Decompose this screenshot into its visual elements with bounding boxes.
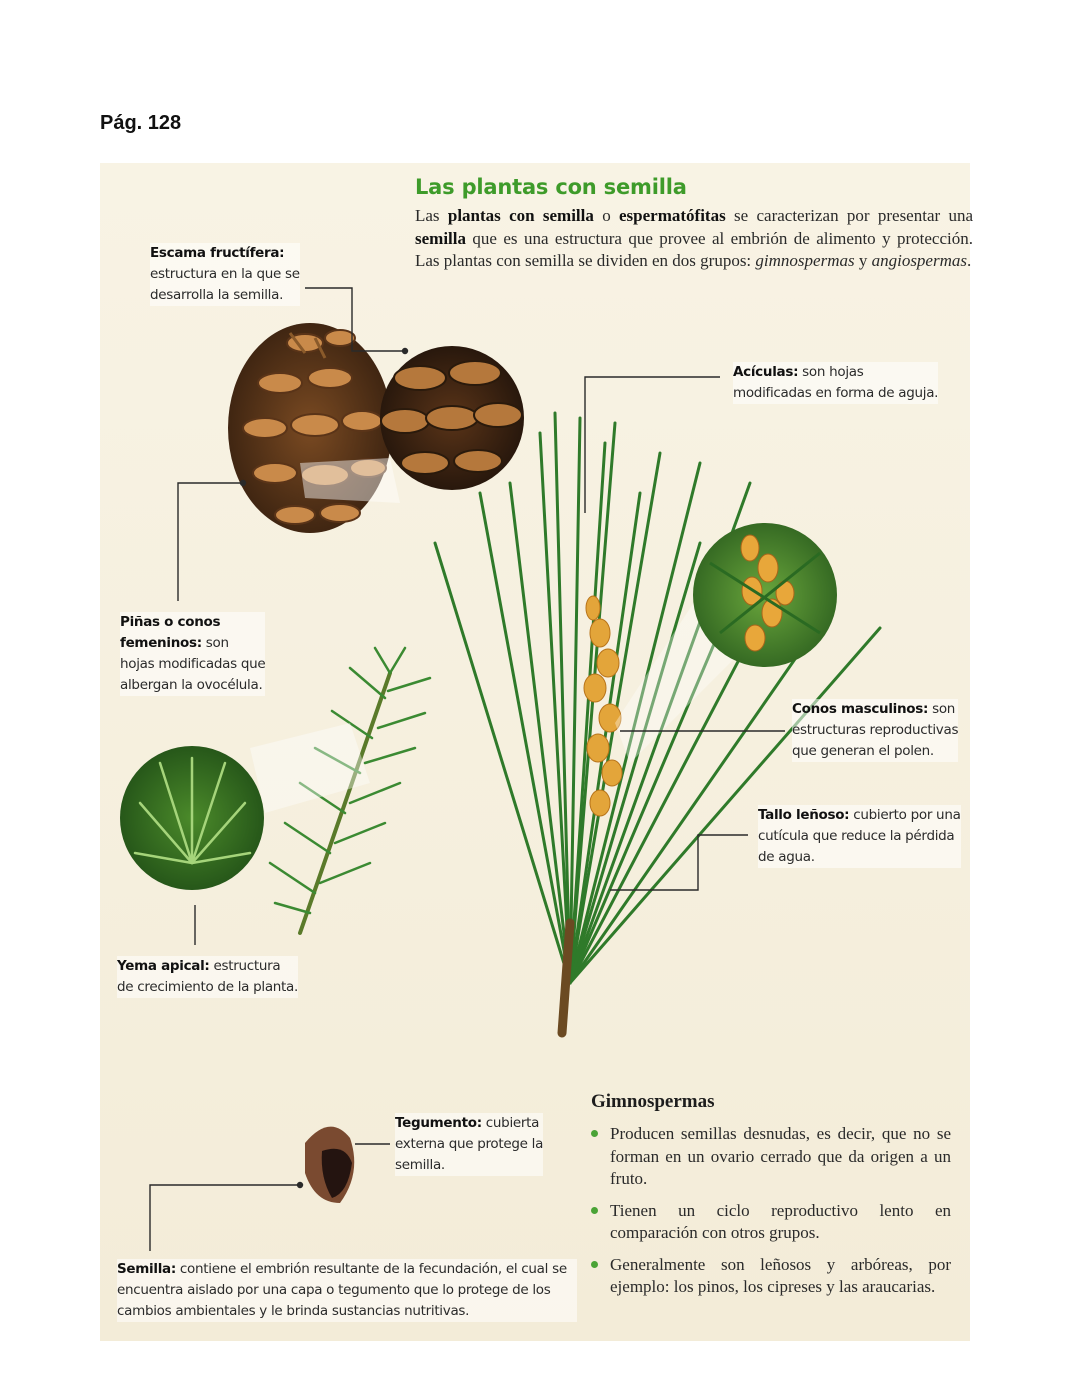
label-semilla: Semilla: contiene el embrión resultante de la fecundación, el cual se encuentra aislado por una capa o tegumento que lo protege de los cambios ambientales y le brinda sustancias nutritivas. — [117, 1259, 577, 1322]
female-cone-image — [228, 323, 392, 533]
label-tegumento: Tegumento: cubierta externa que protege la semilla. — [395, 1113, 543, 1176]
intro-paragraph: Las plantas con semilla o espermatófitas se caracterizan por presentar una semilla que es una estructura que provee al embrión de alimento y protección. Las plantas con semilla se dividen en dos grupos: gimnospermas y angiospermas. — [415, 206, 974, 270]
gymnosperms-section — [591, 1091, 951, 1308]
label-aciculas: Acículas: son hojas modificadas en forma de aguja. — [733, 362, 938, 404]
label-apical-bud: Yema apical: estructura de crecimiento de la planta. — [117, 956, 298, 998]
page-number: Pág. 128 — [100, 112, 182, 134]
label-female-cones: Piñas o conos femeninos: son hojas modificadas que albergan la ovocélula. — [120, 612, 265, 696]
list-item: Producen semillas desnudas, es decir, que no se forman en un ovario cerrado que da origen a un fruto. — [591, 1123, 951, 1191]
list-item: Tienen un ciclo reproductivo lento en comparación con otros grupos. — [591, 1200, 951, 1245]
male-cone-zoom-image — [693, 523, 837, 667]
label-woody-stem: Tallo leñoso: cubierto por una cutícula que reduce la pérdida de agua. — [758, 805, 961, 868]
scale-zoom-image — [380, 346, 524, 490]
bullet-icon — [591, 1207, 598, 1214]
bullet-icon — [591, 1261, 598, 1268]
section-title: Las plantas con semilla — [415, 175, 687, 199]
label-escama-fructifera: Escama fructífera: estructura en la que se desarrolla la semilla. — [150, 243, 300, 306]
gymnosperms-list — [591, 1123, 951, 1299]
list-item: Generalmente son leñosos y arbóreas, por ejemplo: los pinos, los cipreses y las araucarias. — [591, 1254, 951, 1299]
apical-bud-zoom-image — [120, 746, 264, 890]
label-male-cones: Conos masculinos: son estructuras reproductivas que generan el polen. — [792, 699, 958, 762]
gymnosperms-heading: Gimnospermas — [591, 1091, 715, 1112]
seed-image — [305, 1127, 354, 1203]
bullet-icon — [591, 1130, 598, 1137]
textbook-page-panel — [100, 163, 974, 1341]
